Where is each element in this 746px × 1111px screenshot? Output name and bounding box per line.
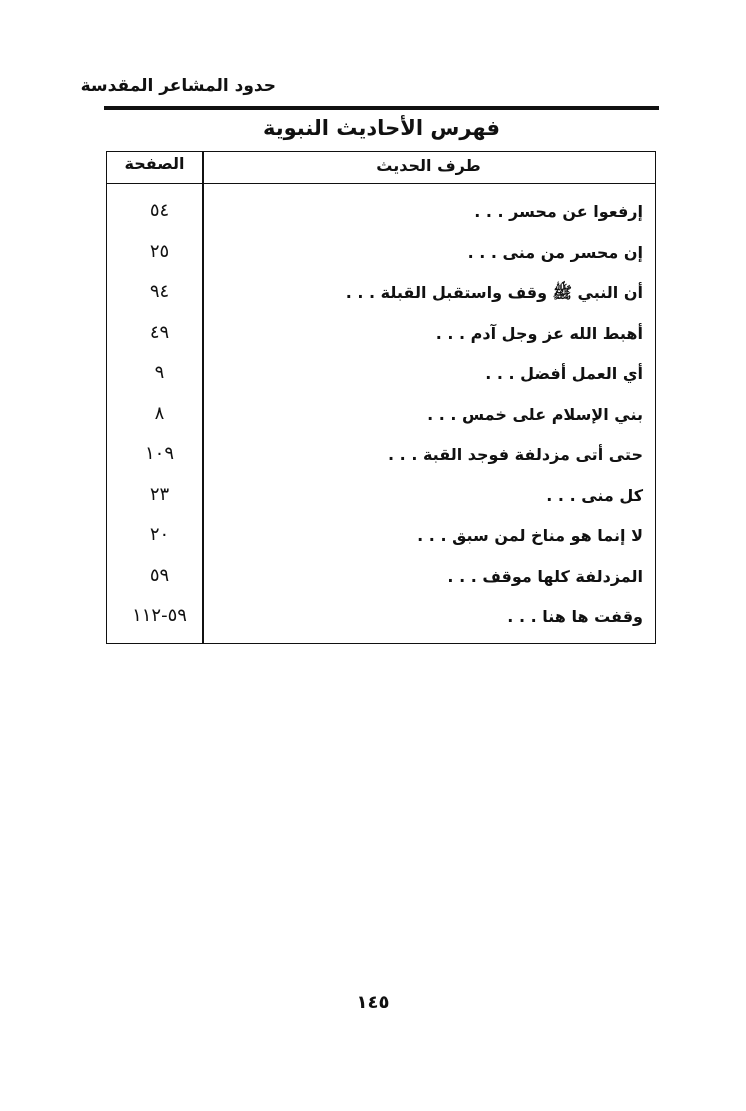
hadith-text: المزدلفة كلها موقف . . . <box>447 566 643 586</box>
table-row <box>107 194 655 235</box>
page-ref: ٨ <box>154 402 165 424</box>
running-header: حدود المشاعر المقدسة <box>80 76 276 96</box>
hadith-text: كل منى . . . <box>546 485 643 505</box>
page-ref: ٩٤ <box>149 281 170 302</box>
page-ref: ٢٠ <box>149 524 170 545</box>
table-row <box>107 478 655 519</box>
table-row <box>107 437 655 478</box>
page-ref: ٩ <box>154 362 165 383</box>
page-ref: ٥٩-١١٢ <box>132 605 187 626</box>
page-ref: ٥٩ <box>149 564 170 586</box>
hadith-text: بني الإسلام على خمس . . . <box>427 404 643 424</box>
hadith-text: إن محسر من منى . . . <box>467 242 643 262</box>
hadith-index-table <box>106 151 656 644</box>
page-ref: ٤٩ <box>149 321 170 343</box>
table-body <box>107 194 655 640</box>
table-row <box>107 356 655 397</box>
page-ref: ٥٤ <box>149 200 170 221</box>
hadith-text: وقفت ها هنا . . . <box>507 607 643 626</box>
column-header-page: الصفحة <box>124 154 185 173</box>
page-ref: ١٠٩ <box>144 443 174 464</box>
table-row <box>107 599 655 640</box>
hadith-text: حتى أتى مزدلفة فوجد القبة . . . <box>388 445 643 464</box>
table-header-row <box>107 152 655 184</box>
table-row <box>107 518 655 559</box>
hadith-text: أهبط الله عز وجل آدم . . . <box>435 323 643 343</box>
hadith-text: لا إنما هو مناخ لمن سبق . . . <box>417 526 643 545</box>
column-header-hadith: طرف الحديث <box>376 156 481 175</box>
table-row <box>107 397 655 438</box>
hadith-text: أن النبي ﷺ وقف واستقبل القبلة . . . <box>345 283 643 302</box>
table-row <box>107 316 655 357</box>
table-row <box>107 275 655 316</box>
page-ref: ٢٣ <box>149 483 170 505</box>
hadith-text: إرفعوا عن محسر . . . <box>474 202 643 221</box>
page-number: ١٤٥ <box>356 992 390 1013</box>
header-rule <box>104 106 659 110</box>
table-row <box>107 235 655 276</box>
page-ref: ٢٥ <box>149 240 170 262</box>
index-title: فهرس الأحاديث النبوية <box>262 116 501 140</box>
table-row <box>107 559 655 600</box>
hadith-text: أي العمل أفضل . . . <box>485 364 643 383</box>
